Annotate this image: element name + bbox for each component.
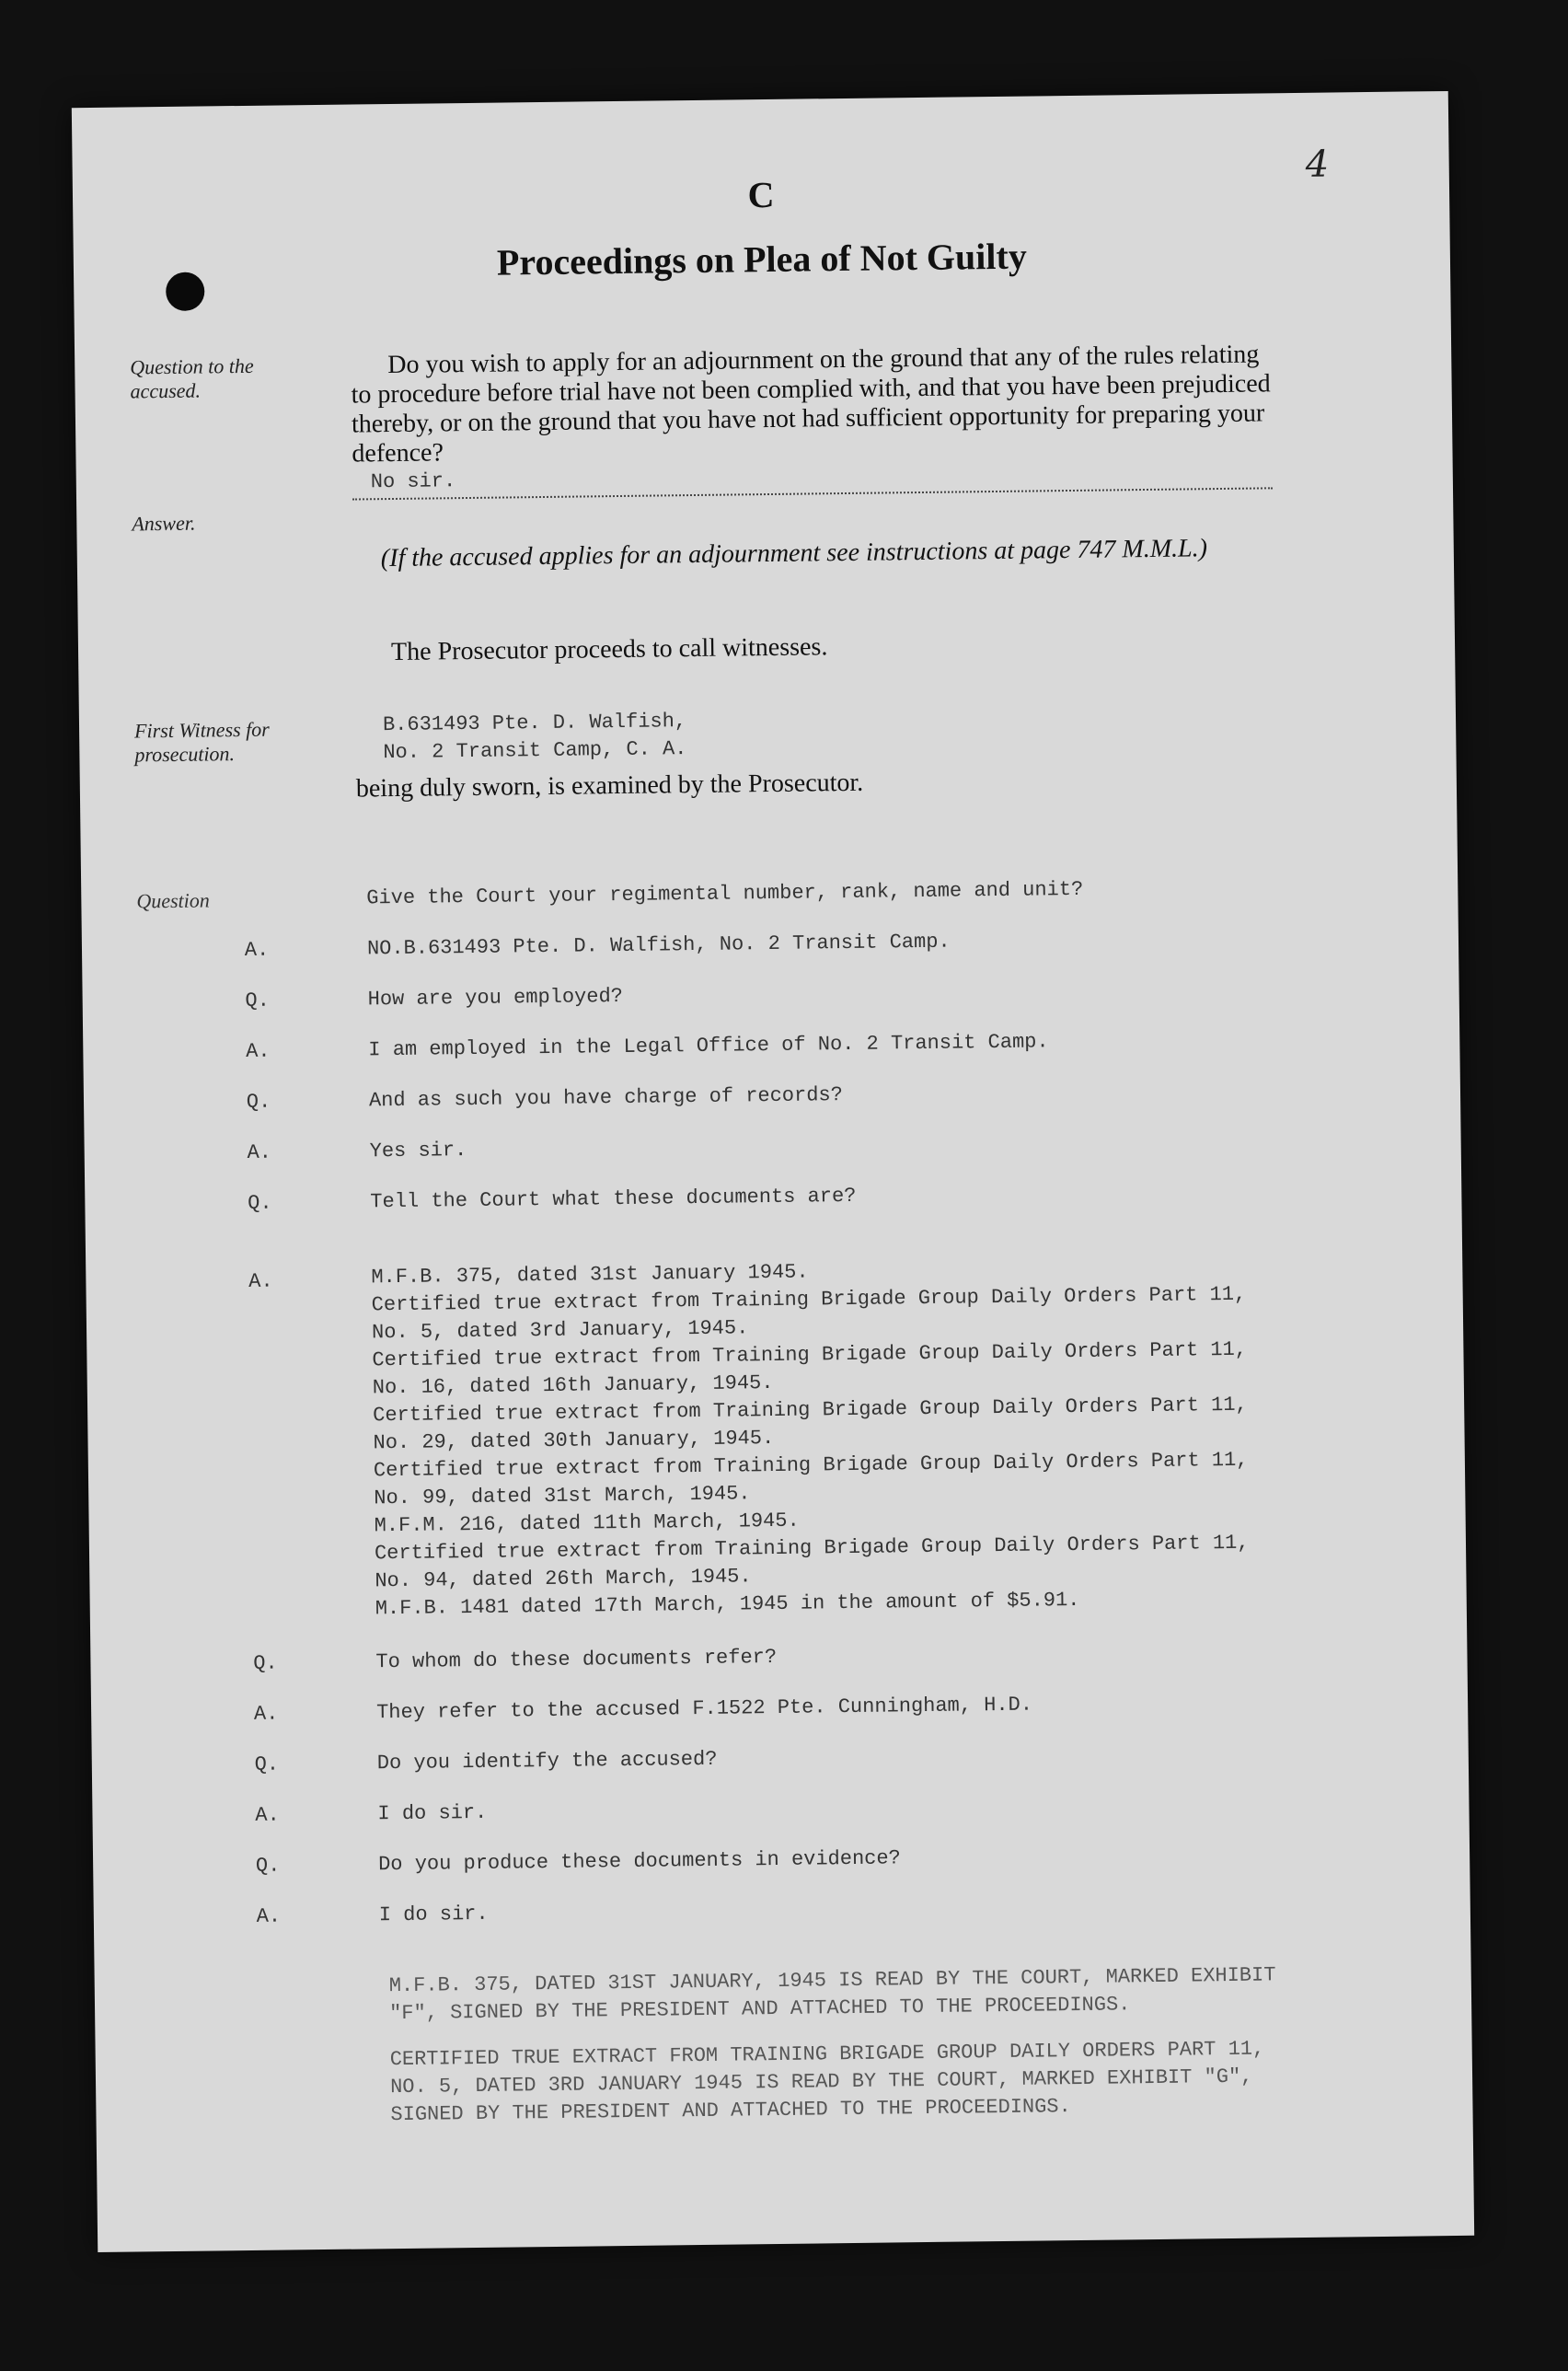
document-entry: No. 29, dated 30th January, 1945. [373,1427,775,1455]
document-entry: M.F.B. 375, dated 31st January 1945. [371,1260,809,1290]
qa-text: And as such you have charge of records? [368,1083,844,1113]
qa-text: Give the Court your regimental number, rank, name and unit? [366,877,1084,910]
document-entry: Certified true extract from Training Brigade Group Daily Orders Part 11, [373,1448,1249,1483]
qa-label: A. [246,1039,271,1063]
document-entry: Certified true extract from Training Brigade Group Daily Orders Part 11, [373,1393,1248,1428]
qa-label: A. [255,1803,280,1827]
answer-label: Answer. [132,511,196,536]
qa-label: Q. [253,1651,278,1675]
witness-sworn-line: being duly sworn, is examined by the Prosecutor. [355,768,864,804]
qa-label: Q. [255,1854,281,1878]
qa-label: Q. [254,1752,280,1776]
exhibit-note-line: "F", SIGNED BY THE PRESIDENT AND ATTACHED TO THE PROCEEDINGS. [388,1993,1131,2026]
document-entry: M.F.M. 216, dated 11th March, 1945. [374,1509,800,1538]
qa-text: I am employed in the Legal Office of No. 2 Transit Camp. [368,1030,1049,1062]
qa-label: Q. [246,1090,271,1114]
document-entry: Certified true extract from Training Brigade Group Daily Orders Part 11, [374,1531,1250,1566]
qa-label: A. [256,1904,282,1928]
document-page [72,91,1474,2252]
document-entry: Certified true extract from Training Brigade Group Daily Orders Part 11, [372,1337,1248,1372]
qa-label: A. [248,1269,273,1293]
qa-text: NO.B.631493 Pte. D. Walfish, No. 2 Transit Camp. [366,930,951,961]
question-to-accused-label: Question to the accused. [130,353,254,403]
qa-label: Q. [248,1191,272,1215]
document-entry: M.F.B. 1481 dated 17th March, 1945 in the amount of $5.91. [375,1588,1080,1621]
qa-label: A. [244,938,270,962]
document-entry: No. 94, dated 26th March, 1945. [375,1565,752,1593]
qa-label: A. [247,1140,272,1164]
document-entry: Certified true extract from Training Brigade Group Daily Orders Part 11, [371,1282,1247,1317]
qa-text: Tell the Court what these documents are? [370,1184,857,1214]
qa-label: Question [136,888,210,913]
witness-line-1: B.631493 Pte. D. Walfish, [382,710,687,737]
document-entry: No. 16, dated 16th January, 1945. [372,1371,774,1400]
exhibit-note-line: CERTIFIED TRUE EXTRACT FROM TRAINING BRIGADE GROUP DAILY ORDERS PART 11, [389,2037,1265,2072]
qa-label: Q. [245,989,271,1012]
page-title: Proceedings on Plea of Not Guilty [496,235,1028,283]
question-to-accused-text: Do you wish to apply for an adjournment on the ground that any of the rules relating to procedure before trial have not been complied with, and that you have been prejudiced thereby, or on the ground that you have not had sufficient opportunity for preparing your defence? [351,340,1271,468]
qa-text: Do you identify the accused? [376,1747,718,1775]
documents-list [371,1252,1406,1624]
exhibit-note [390,2033,1422,2129]
first-witness-label: First Witness for prosecution. [133,717,270,767]
exhibit-note [389,1960,1421,2028]
qa-label: A. [253,1702,279,1726]
exhibit-note-line: M.F.B. 375, DATED 31ST JANUARY, 1945 IS READ BY THE COURT, MARKED EXHIBIT [388,1963,1276,1998]
document-entry: No. 99, dated 31st March, 1945. [374,1482,751,1510]
qa-text: I do sir. [378,1902,489,1927]
exhibit-note-line: NO. 5, DATED 3RD JANUARY 1945 IS READ BY THE COURT, MARKED EXHIBIT "G", [389,2065,1253,2099]
qa-text: Yes sir. [369,1139,467,1163]
document-entry: No. 5, dated 3rd January, 1945. [371,1316,749,1345]
exhibit-note-line: SIGNED BY THE PRESIDENT AND ATTACHED TO THE PROCEEDINGS. [390,2095,1071,2127]
qa-text: How are you employed? [367,984,624,1012]
qa-text: To whom do these documents refer? [375,1645,778,1674]
witness-line-2: No. 2 Transit Camp, C. A. [383,737,687,765]
answer-text: No sir. [370,469,456,494]
handwritten-page-number: 4 [1305,143,1330,186]
qa-text: I do sir. [377,1800,488,1826]
adjournment-note: (If the accused applies for an adjournment see instructions at page 747 M.M.L.) [380,534,1208,573]
prosecutor-line: The Prosecutor proceeds to call witnesses. [390,632,828,667]
section-letter: C [747,173,775,216]
qa-text: Do you produce these documents in evidence? [378,1846,901,1877]
qa-text: They refer to the accused F.1522 Pte. Cunningham, H.D. [375,1693,1033,1725]
answer-dotted-line [352,487,1273,500]
